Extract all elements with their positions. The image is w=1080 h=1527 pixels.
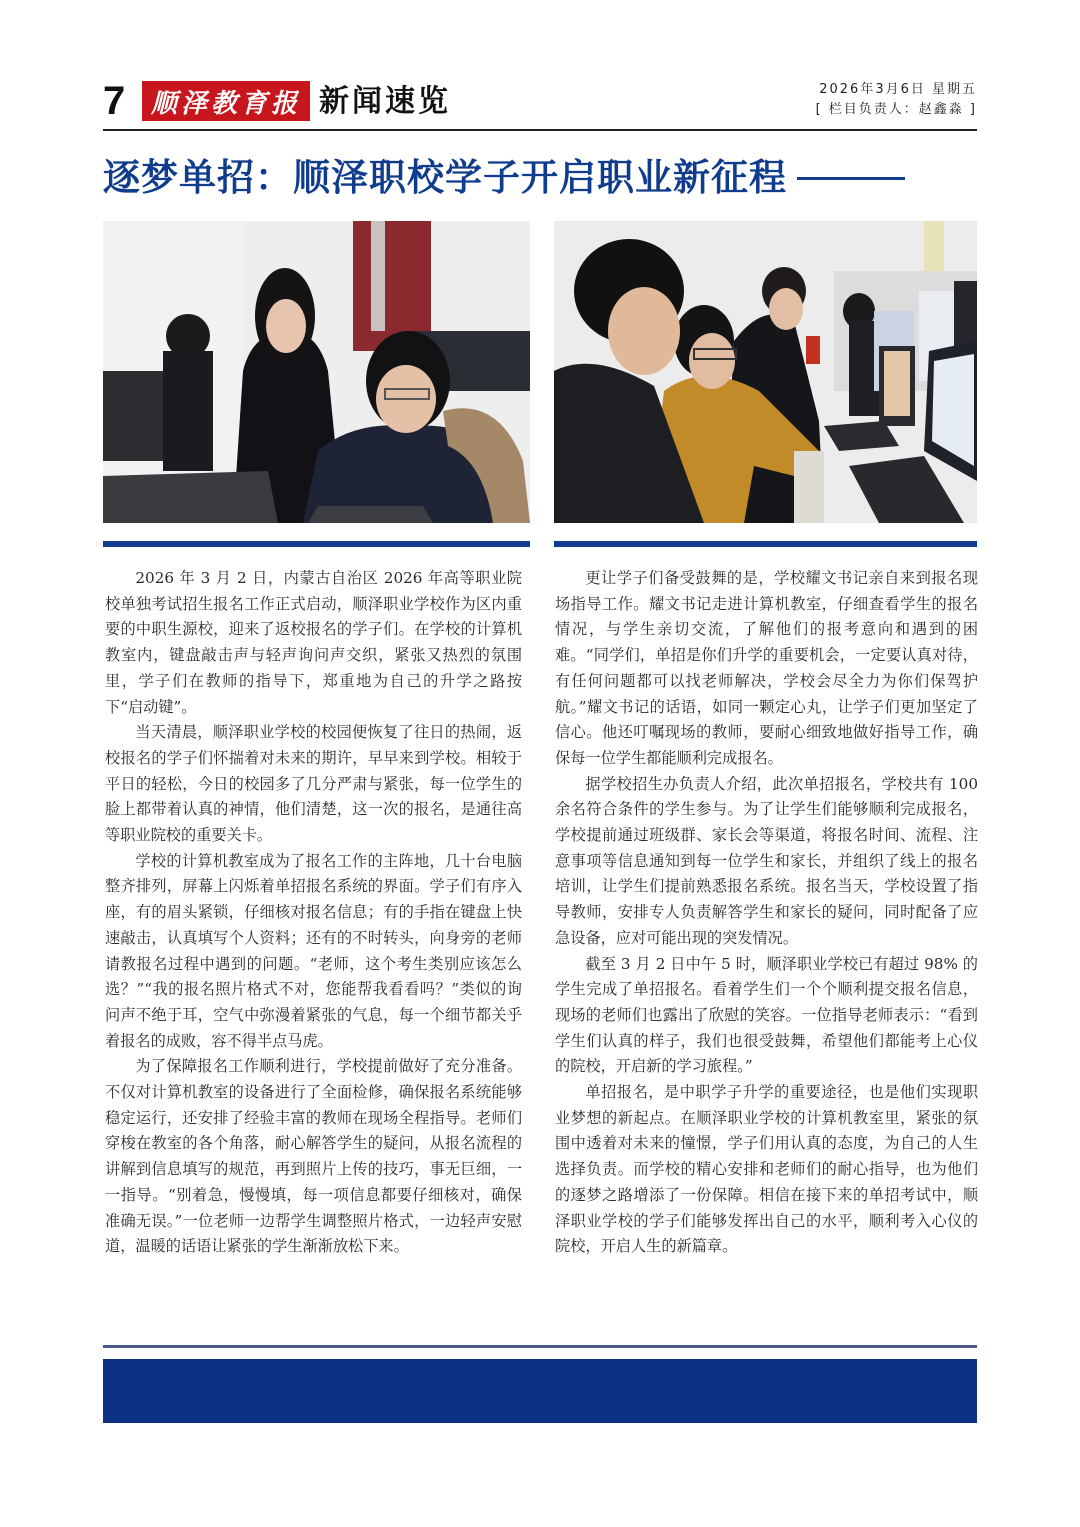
column-editor: [ 栏目负责人：赵鑫淼 ] [815,102,977,117]
paragraph: 当天清晨，顺泽职业学校的校园便恢复了往日的热闹，返校报名的学子们怀揣着对未来的期许，早早来到学校。相较于平日的轻松，今日的校园多了几分严肃与紧张，每一位学生的脸上都带着认真的神情，他们清楚，这一次的报名，是通往高等职业院校的重要关卡。 [105,723,522,845]
article-column-left [105,566,522,1260]
footer-banner [103,1359,977,1423]
paragraph: 2026 年 3 月 2 日，内蒙古自治区 2026 年高等职业院校单独考试招生报名工作正式启动，顺泽职业学校作为区内重要的中职生源校，迎来了返校报名的学子们。在学校的计算机教室内，键盘敲击声与轻声询问声交织，紧张又热烈的氛围里，学子们在教师的指导下，郑重地为自己的升学之路按下“启动键”。 [105,569,522,716]
footer-divider [103,1345,977,1348]
dateline [816,80,977,120]
headline-dash [797,177,905,180]
newspaper-masthead: 顺泽教育报 [142,81,310,121]
issue-date: 2026年3月6日 星期五 [819,82,977,97]
header-divider [103,129,977,131]
section-title: 新闻速览 [319,84,451,119]
paragraph: 更让学子们备受鼓舞的是，学校耀文书记亲自来到报名现场指导工作。耀文书记走进计算机教室，仔细查看学生的报名情况，与学生亲切交流，了解他们的报考意向和遇到的困难。“同学们，单招是你们升学的重要机会，一定要认真对待，有任何问题都可以找老师解决，学校会尽全力为你们保驾护航。”耀文书记的话语，如同一颗定心丸，让学子们更加坚定了信心。他还叮嘱现场的教师，要耐心细致地做好指导工作，确保每一位学生都能顺利完成报名。 [555,569,978,767]
article-photo-teacher-guiding [103,221,530,523]
photo-image [103,221,530,523]
article-column-right [555,566,978,1260]
article-photo-students-at-computers [554,221,977,523]
page-number: 7 [103,79,126,123]
column-rule-right [554,541,977,547]
paragraph: 为了保障报名工作顺利进行，学校提前做好了充分准备。不仅对计算机教室的设备进行了全面检修，确保报名系统能够稳定运行，还安排了经验丰富的教师在现场全程指导。老师们穿梭在教室的各个角落，耐心解答学生的疑问，从报名流程的讲解到信息填写的规范，再到照片上传的技巧，事无巨细，一一指导。“别着急，慢慢填，每一项信息都要仔细核对，确保准确无误。”一位老师一边帮学生调整照片格式，一边轻声安慰道，温暖的话语让紧张的学生渐渐放松下来。 [105,1057,522,1256]
column-rule-left [103,541,530,547]
paragraph: 学校的计算机教室成为了报名工作的主阵地，几十台电脑整齐排列，屏幕上闪烁着单招报名系统的界面。学子们有序入座，有的眉头紧锁，仔细核对报名信息；有的手指在键盘上快速敲击，认真填写个人资料；还有的不时转头，向身旁的老师请教报名过程中遇到的问题。“老师，这个考生类别应该怎么选？”“我的报名照片格式不对，您能帮我看看吗？”类似的询问声不绝于耳，空气中弥漫着紧张的气息，每一个细节都关乎着报名的成败，容不得半点马虎。 [105,851,522,1050]
photo-image [554,221,977,523]
paragraph: 截至 3 月 2 日中午 5 时，顺泽职业学校已有超过 98% 的学生完成了单招报名。看着学生们一个个顺利提交报名信息，现场的老师们也露出了欣慰的笑容。一位指导老师表示：“看到学生们认真的样子，我们也很受鼓舞，希望他们都能考上心仪的院校，开启新的学习旅程。” [555,954,978,1076]
page-header [103,78,977,130]
headline-text: 逐梦单招：顺泽职校学子开启职业新征程 [103,156,787,199]
article-headline [103,152,983,204]
paragraph: 据学校招生办负责人介绍，此次单招报名，学校共有 100 余名符合条件的学生参与。为了让学生们能够顺利完成报名，学校提前通过班级群、家长会等渠道，将报名时间、流程、注意事项等信息通知到每一位学生和家长，并组织了线上的报名培训，让学生们提前熟悉报名系统。报名当天，学校设置了指导教师，安排专人负责解答学生和家长的疑问，同时配备了应急设备，应对可能出现的突发情况。 [555,774,978,947]
paragraph: 单招报名，是中职学子升学的重要途径，也是他们实现职业梦想的新起点。在顺泽职业学校的计算机教室里，紧张的氛围中透着对未来的憧憬，学子们用认真的态度，为自己的人生选择负责。而学校的精心安排和老师们的耐心指导，也为他们的逐梦之路增添了一份保障。相信在接下来的单招考试中，顺泽职业学校的学子们能够发挥出自己的水平，顺利考入心仪的院校，开启人生的新篇章。 [555,1083,978,1256]
